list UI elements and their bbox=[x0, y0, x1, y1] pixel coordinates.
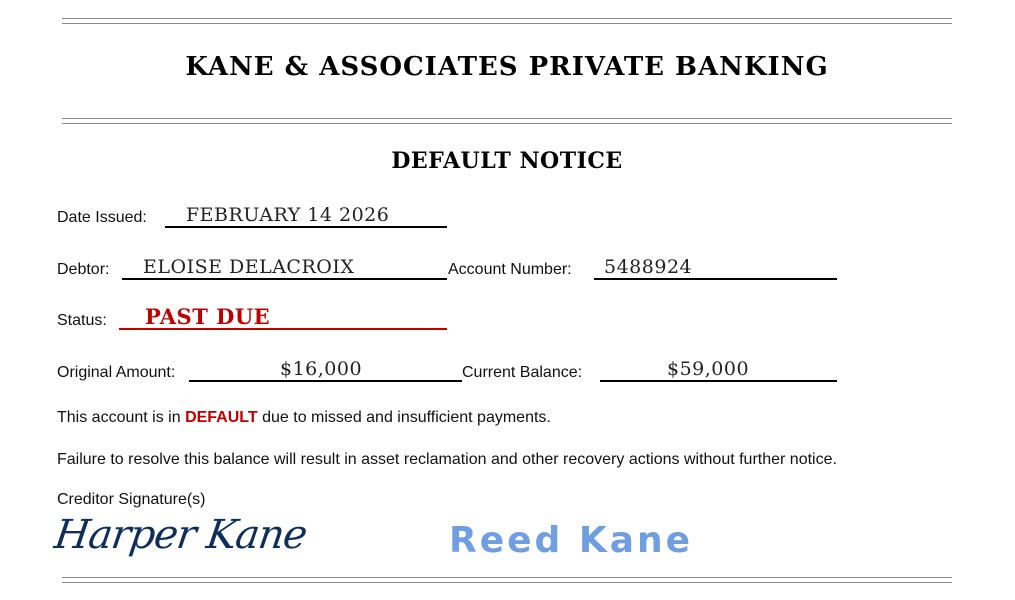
account-number-label: Account Number: bbox=[448, 261, 572, 278]
status-value: PAST DUE bbox=[145, 304, 271, 329]
status-label: Status: bbox=[57, 312, 107, 329]
creditor-signature-label: Creditor Signature(s) bbox=[57, 491, 206, 508]
debtor-field bbox=[122, 256, 447, 280]
middle-rule-1 bbox=[62, 118, 952, 119]
date-issued-value: FEBRUARY 14 2026 bbox=[186, 204, 390, 226]
date-issued-field bbox=[165, 204, 447, 228]
notice-title: DEFAULT NOTICE bbox=[391, 148, 623, 174]
signature-harper-kane: Harper Kane bbox=[51, 512, 310, 558]
date-issued-label: Date Issued: bbox=[57, 209, 147, 226]
original-amount-value: $16,000 bbox=[280, 358, 363, 380]
bottom-rule-2 bbox=[62, 582, 952, 583]
default-statement bbox=[57, 409, 551, 427]
default-statement-before: This account is in bbox=[57, 409, 186, 426]
account-number-value: 5488924 bbox=[604, 256, 693, 278]
debtor-label: Debtor: bbox=[57, 261, 110, 278]
consequence-statement: Failure to resolve this balance will result in asset reclamation and other recovery actions without further notice. bbox=[57, 451, 837, 468]
current-balance-value: $59,000 bbox=[667, 358, 750, 380]
bank-name-heading: KANE & ASSOCIATES PRIVATE BANKING bbox=[185, 52, 829, 82]
original-amount-field bbox=[189, 358, 462, 382]
default-keyword: DEFAULT bbox=[185, 409, 258, 426]
middle-rule-2 bbox=[62, 123, 952, 124]
bottom-rule-1 bbox=[62, 577, 952, 578]
top-rule-2 bbox=[62, 23, 952, 24]
current-balance-field bbox=[600, 358, 837, 382]
current-balance-label: Current Balance: bbox=[462, 364, 583, 381]
default-statement-after: due to missed and insufficient payments. bbox=[257, 409, 551, 426]
signature-reed-kane: Reed Kane bbox=[449, 520, 694, 561]
top-rule-1 bbox=[62, 18, 952, 19]
account-number-field bbox=[594, 256, 837, 280]
debtor-value: ELOISE DELACROIX bbox=[143, 256, 355, 278]
status-field bbox=[119, 306, 447, 330]
original-amount-label: Original Amount: bbox=[57, 364, 176, 381]
